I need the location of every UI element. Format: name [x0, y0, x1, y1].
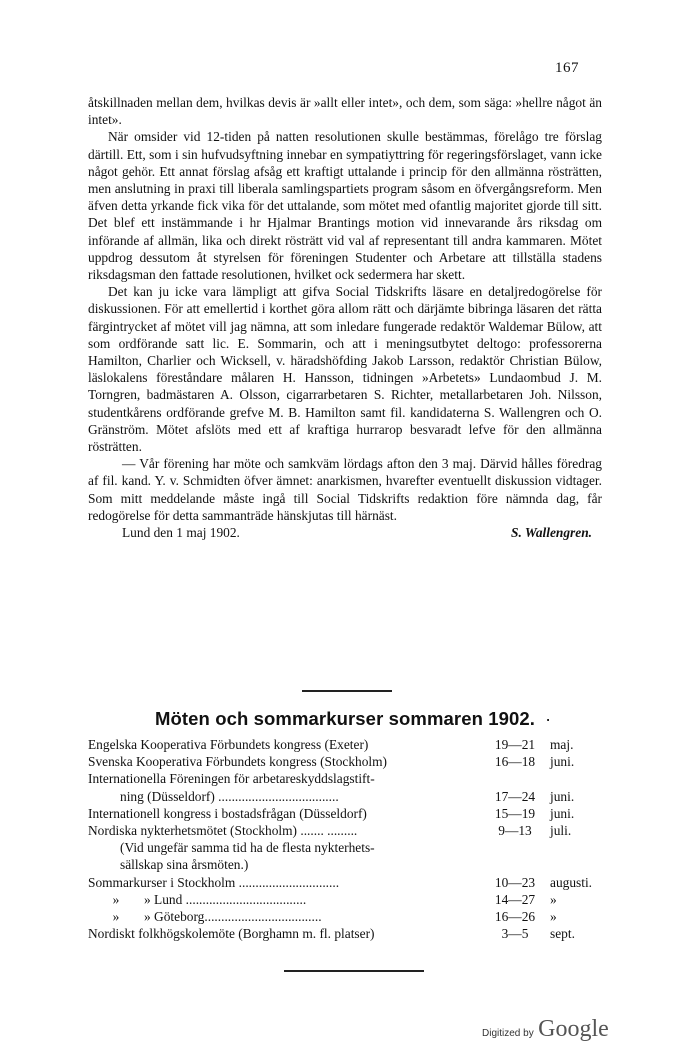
digitized-watermark [482, 1016, 609, 1043]
schedule-month: » [550, 909, 557, 925]
schedule-row [88, 822, 602, 839]
schedule-event-ditto [88, 891, 480, 908]
schedule-month: juni. [550, 754, 575, 770]
schedule-note: sällskap sina årsmöten.) [120, 857, 249, 873]
schedule-event: Nordiska nykterhetsmötet (Stockholm) ....... ......... [88, 823, 358, 839]
signature-line [88, 524, 602, 541]
paragraph: åtskillnaden mellan dem, hvilkas devis är »allt eller intet», och dem, som säga: »hellre något än intet». [88, 95, 602, 128]
schedule-dates: 16—18 [494, 754, 536, 770]
page-number: 167 [555, 60, 579, 76]
schedule-row [88, 788, 602, 805]
article-body [88, 94, 602, 541]
section-title [155, 708, 615, 730]
schedule-row [88, 805, 602, 822]
divider-rule [302, 690, 392, 692]
schedule-month: augusti. [550, 874, 593, 890]
schedule-list [88, 736, 602, 942]
schedule-note-row [88, 839, 602, 856]
schedule-row [88, 925, 602, 942]
google-logo: Google [538, 1016, 609, 1042]
schedule-row [88, 874, 602, 891]
schedule-month: » [550, 891, 557, 907]
schedule-event-text: » Göteborg................................... [144, 909, 322, 925]
schedule-row [88, 891, 602, 908]
paragraph: — Vår förening har möte och samkväm lördags afton den 3 maj. Därvid hålles föredrag af fil. kand. Y. v. Schmidten öfver ämnet: anarkismen, hvarefter eventuellt diskussion vidtager. Som mitt meddelande måste ingå till Social Tidskrifts redaktion före nämnda dag, får redogörelse för detta sammanträde hänskjutas till härnäst. [88, 456, 602, 523]
schedule-event: ning (Düsseldorf) .................................... [120, 788, 339, 804]
schedule-event-ditto [88, 908, 480, 925]
schedule-event: Sommarkurser i Stockholm .............................. [88, 874, 340, 890]
author-signature: S. Wallengren. [511, 525, 592, 541]
schedule-dates: 3—5 [501, 926, 529, 942]
ditto-mark: » [112, 891, 120, 907]
schedule-dates: 17—24 [494, 788, 536, 804]
divider-rule [284, 970, 424, 972]
schedule-event: Internationell kongress i bostadsfrågan (Düsseldorf) [88, 805, 367, 821]
schedule-row [88, 736, 602, 753]
paragraph: När omsider vid 12-tiden på natten resolutionen skulle bestämmas, förelågo tre förslag därtill. Ett, som i sin hufvudsyftning innebar en sympatiyttring för regeringsförslaget, vann icke något gehör. Ett annat förslag afsåg ett kraftigt uttalande i princip för den allmänna rösträtten, men anslutning in praxi till liberala samlingspartiets program såsom en öfvergångsreform. Men äfven detta yrkande fick vika för det uttalande, som mötet med ofantlig majoritet gjorde till sitt. Det blef ett instämmande i hr Hjalmar Brantings motion vid innevarande års riksdag om införande af allmän, lika och direkt rösträtt vid val af representant till andra kammaren. Mötet uppdrog dessutom åt styrelsen för föreningen Studenter och Arbetare att tillställa stadens riksdagsman den fattade resolutionen, hvilket ock sedermera har skett. [88, 129, 602, 283]
schedule-row [88, 753, 602, 770]
schedule-note-row [88, 856, 602, 873]
schedule-month: juni. [550, 788, 575, 804]
schedule-dates: 19—21 [494, 737, 536, 752]
schedule-event-text: » Lund .................................... [144, 891, 307, 907]
section-title-mark: · [545, 708, 552, 729]
watermark-prefix: Digitized by [482, 1028, 534, 1039]
place-date: Lund den 1 maj 1902. [122, 525, 240, 541]
paragraph: Det kan ju icke vara lämpligt att gifva Social Tidskrifts läsare en detaljredogörelse för diskussionen. För att emellertid i korthet göra allom rätt och därjämte bibringa läsaren det rätta färgintrycket af mötet vill jag nämna, att som inledare fungerade redaktör Waldemar Bülow, att som ordförande satt lic. E. Sommarin, och att i meningsutbytet deltogo: professorerna Hamilton, Charlier och Wicksell, v. häradshöfding Jakob Larsson, redaktör Christian Bülow, läslokalens föreståndare målaren H. Hansson, tidningen »Arbetets» Lundaombud J. M. Torngren, badmästaren A. Olsson, cigarrarbetaren S. Richter, metallarbetaren Joh. Nilsson, studentkårens ordförande grefve M. B. Hamilton samt fil. kandidaterna S. Wallengren och O. Gränström. Mötet afslöts med ett af kraftiga hurrarop besvaradt lefve för den allmänna rösträtten. [88, 284, 602, 455]
ditto-mark: » [112, 909, 120, 925]
schedule-row [88, 770, 602, 787]
schedule-dates: 16—26 [494, 909, 536, 925]
schedule-event: Internationella Föreningen för arbetareskyddslagstift- [88, 771, 375, 787]
schedule-row [88, 908, 602, 925]
schedule-month: juni. [550, 805, 575, 821]
schedule-dates: 15—19 [494, 805, 536, 821]
schedule-note: (Vid ungefär samma tid ha de flesta nykterhets- [120, 840, 375, 856]
schedule-dates: 14—27 [494, 891, 536, 907]
schedule-event: Engelska Kooperativa Förbundets kongress (Exeter) [88, 737, 369, 752]
schedule-event: Svenska Kooperativa Förbundets kongress (Stockholm) [88, 754, 388, 770]
schedule-dates: 10—23 [494, 874, 536, 890]
schedule-month: sept. [550, 926, 575, 942]
schedule-dates: 9—13 [498, 823, 532, 839]
schedule-event: Nordiskt folkhögskolemöte (Borghamn m. fl. platser) [88, 926, 375, 942]
schedule-month: juli. [550, 823, 572, 839]
section-title-text: Möten och sommarkurser sommaren 1902. [155, 708, 536, 729]
schedule-month: maj. [550, 737, 574, 752]
